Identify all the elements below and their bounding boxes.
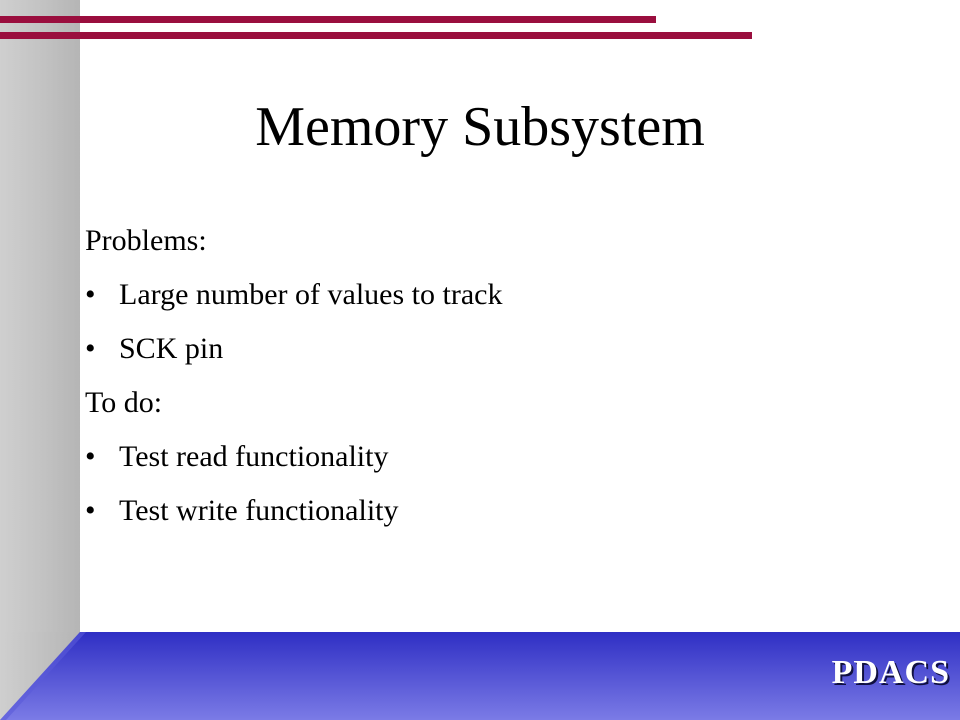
bullet-marker: • xyxy=(85,278,96,311)
slide-body xyxy=(85,214,905,538)
section-heading-problems: Problems: xyxy=(85,224,207,257)
bullet-text: SCK pin xyxy=(119,332,224,365)
bullet-item xyxy=(85,430,905,484)
bullet-text: Test write functionality xyxy=(119,494,399,527)
bullet-marker: • xyxy=(85,440,96,473)
bullet-text: Test read functionality xyxy=(119,440,389,473)
bullet-item xyxy=(85,322,905,376)
footer-band xyxy=(0,632,960,720)
slide-title: Memory Subsystem xyxy=(255,96,705,158)
bullet-text: Large number of values to track xyxy=(119,278,503,311)
top-stripe-long xyxy=(0,32,752,39)
bullet-item xyxy=(85,268,905,322)
footer-blue-fill xyxy=(0,632,960,720)
section-heading-todo: To do: xyxy=(85,386,163,419)
top-stripe-short xyxy=(0,16,656,23)
bullet-marker: • xyxy=(85,332,96,365)
bullet-marker: • xyxy=(85,494,96,527)
footer-brand: PDACS xyxy=(831,654,950,691)
bullet-item xyxy=(85,484,905,538)
footer-graphic xyxy=(0,632,960,720)
